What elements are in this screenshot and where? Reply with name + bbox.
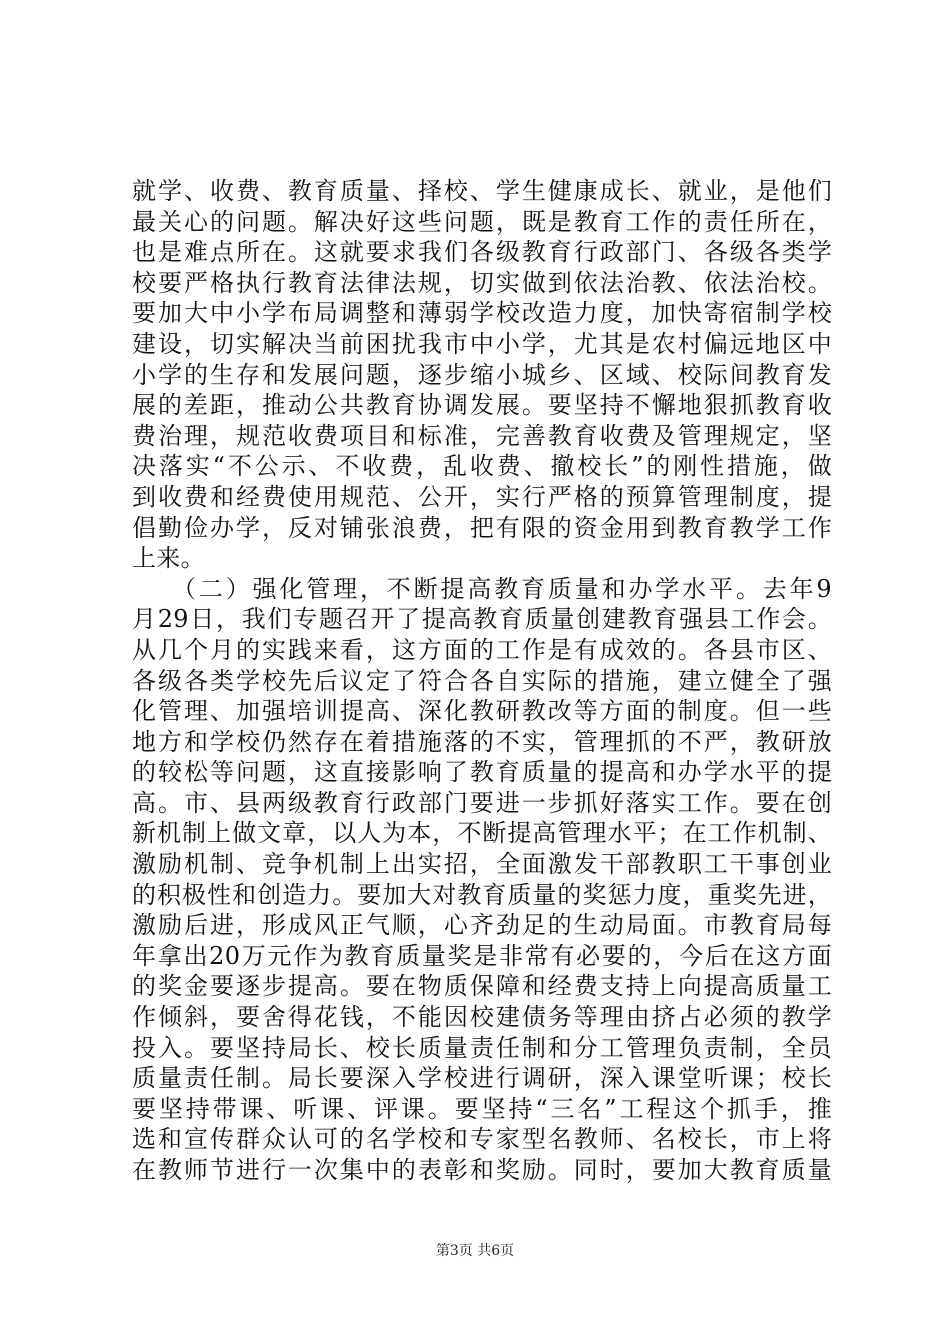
text-line: 年拿出20万元作为教育质量奖是非常有必要的，今后在这方面 xyxy=(132,941,832,970)
text-line: 各级各类学校先后议定了符合各自实际的措施，建立健全了强 xyxy=(132,666,832,695)
text-line: 质量责任制。局长要深入学校进行调研，深入课堂听课；校长 xyxy=(132,1064,832,1093)
text-line: 化管理、加强培训提高、深化教研教改等方面的制度。但一些 xyxy=(132,697,832,726)
text-line: 激励后进，形成风正气顺，心齐劲足的生动局面。市教育局每 xyxy=(132,911,832,940)
text-line: 最关心的问题。解决好这些问题，既是教育工作的责任所在， xyxy=(132,207,832,236)
document-body xyxy=(132,176,832,1186)
text-line: 作倾斜，要舍得花钱，不能因校建债务等理由挤占必须的教学 xyxy=(132,1003,832,1032)
text-line: 也是难点所在。这就要求我们各级教育行政部门、各级各类学 xyxy=(132,238,832,267)
text-line: 的积极性和创造力。要加大对教育质量的奖惩力度，重奖先进， xyxy=(132,880,832,909)
text-line: 费治理，规范收费项目和标准，完善教育收费及管理规定，坚 xyxy=(132,421,832,450)
page-footer: 第3页 共6页 xyxy=(435,1243,515,1259)
text-line: 在教师节进行一次集中的表彰和奖励。同时，要加大教育质量 xyxy=(132,1156,832,1184)
text-line: 要加大中小学布局调整和薄弱学校改造力度，加快寄宿制学校 xyxy=(132,299,832,328)
text-line: 倡勤俭办学，反对铺张浪费，把有限的资金用到教育教学工作 xyxy=(132,513,832,542)
text-line: 展的差距，推动公共教育协调发展。要坚持不懈地狠抓教育收 xyxy=(132,391,832,420)
text-line: 选和宣传群众认可的名学校和专家型名教师、名校长，市上将 xyxy=(132,1125,832,1154)
text-line: 从几个月的实践来看，这方面的工作是有成效的。各县市区、 xyxy=(132,635,832,664)
text-line: 的较松等问题，这直接影响了教育质量的提高和办学水平的提 xyxy=(132,758,832,787)
text-line: 激励机制、竞争机制上出实招，全面激发干部教职工干事创业 xyxy=(132,850,832,879)
text-line: 校要严格执行教育法律法规，切实做到依法治教、依法治校。 xyxy=(132,268,832,297)
text-line: 就学、收费、教育质量、择校、学生健康成长、就业，是他们 xyxy=(132,177,832,205)
text-line: 到收费和经费使用规范、公开，实行严格的预算管理制度，提 xyxy=(132,482,832,511)
text-line: 投入。要坚持局长、校长质量责任制和分工管理负责制，全员 xyxy=(132,1033,832,1062)
text-line: 小学的生存和发展问题，逐步缩小城乡、区域、校际间教育发 xyxy=(132,360,832,389)
text-line: 上来。 xyxy=(132,544,205,573)
text-line: 新机制上做文章，以人为本，不断提高管理水平；在工作机制、 xyxy=(132,819,832,848)
text-line: 月29日，我们专题召开了提高教育质量创建教育强县工作会。 xyxy=(132,605,832,634)
text-line: 的奖金要逐步提高。要在物质保障和经费支持上向提高质量工 xyxy=(132,972,832,1001)
text-line: 决落实“不公示、不收费，乱收费、撤校长”的刚性措施，做 xyxy=(132,452,832,481)
text-line: （二）强化管理，不断提高教育质量和办学水平。去年9 xyxy=(172,574,832,603)
text-line: 建设，切实解决当前困扰我市中小学，尤其是农村偏远地区中 xyxy=(132,329,832,358)
text-line: 要坚持带课、听课、评课。要坚持“三名”工程这个抓手，推 xyxy=(132,1094,832,1123)
text-line: 地方和学校仍然存在着措施落的不实，管理抓的不严，教研放 xyxy=(132,727,832,756)
text-line: 高。市、县两级教育行政部门要进一步抓好落实工作。要在创 xyxy=(132,788,832,817)
